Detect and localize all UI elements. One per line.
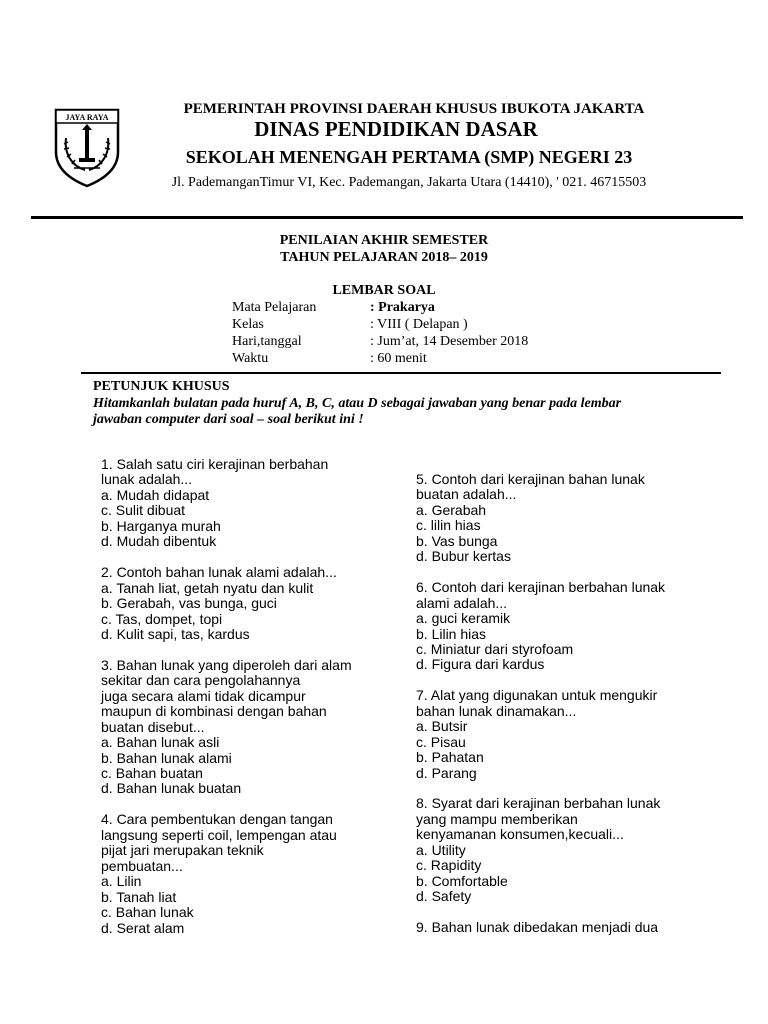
question-line: d. Kulit sapi, tas, kardus	[101, 625, 250, 642]
question-line: b. Lilin hias	[416, 625, 487, 642]
question-line: b. Harganya murah	[101, 517, 221, 534]
exam-title: PENILAIAN AKHIR SEMESTER	[279, 233, 489, 248]
question-line: a. Utility	[416, 841, 466, 858]
exam-year: TAHUN PELAJARAN 2018– 2019	[280, 250, 488, 265]
question-line: yang mampu memberikan	[416, 810, 578, 827]
question-line: buatan adalah...	[416, 486, 517, 503]
question-line: a. guci keramik	[416, 610, 511, 627]
question-line: d. Bahan lunak buatan	[101, 780, 242, 797]
question-line: b. Tanah liat	[101, 888, 177, 905]
question-line: c. Tas, dompet, topi	[101, 610, 223, 627]
question-line: d. Bubur kertas	[416, 548, 511, 565]
question-line: langsung seperti coil, lempengan atau	[101, 826, 337, 843]
question-line: c. Sulit dibuat	[101, 502, 186, 519]
question-line: b. Gerabah, vas bunga, guci	[101, 595, 277, 612]
question-line: kenyamanan konsumen,kecuali...	[416, 826, 624, 843]
question-line: 7. Alat yang digunakan untuk mengukir	[416, 687, 658, 704]
info-label: Mata Pelajaran	[232, 300, 317, 315]
question-line: bahan lunak dinamakan...	[416, 702, 577, 719]
question-line: c. lilin hias	[416, 517, 481, 534]
info-value: : 60 menit	[370, 351, 427, 366]
question-line: d. Serat alam	[101, 919, 185, 936]
question-line: d. Mudah dibentuk	[101, 533, 217, 550]
question-line: lunak adalah...	[101, 471, 193, 488]
question-line: a. Mudah didapat	[101, 486, 210, 503]
question-line: c. Pisau	[416, 733, 466, 750]
sheet-title: LEMBAR SOAL	[332, 283, 436, 298]
info-label: Waktu	[232, 351, 269, 366]
question-line: 3. Bahan lunak yang diperoleh dari alam	[101, 656, 352, 673]
question-line: 2. Contoh bahan lunak alami adalah...	[101, 564, 337, 581]
question-line: 6. Contoh dari kerajinan berbahan lunak	[416, 579, 666, 596]
question-line: c. Bahan buatan	[101, 765, 203, 781]
question-line: 5. Contoh dari kerajinan bahan lunak	[416, 471, 645, 487]
question-line: d. Figura dari kardus	[416, 656, 545, 673]
school-address: Jl. PademanganTimur VI, Kec. Pademangan, Jakarta Utara (14410), ' 021. 46715503	[171, 175, 647, 190]
question-line: d. Safety	[416, 888, 472, 905]
info-value: : VIII ( Delapan )	[370, 317, 468, 332]
logo-text: JAYA RAYA	[65, 113, 109, 122]
question-line: c. Miniatur dari styrofoam	[416, 640, 574, 657]
info-value: : Jum’at, 14 Desember 2018	[370, 334, 529, 349]
info-value: : Prakarya	[370, 300, 435, 315]
question-line: c. Bahan lunak	[101, 904, 194, 921]
info-label: Kelas	[232, 317, 264, 332]
school-heading: SEKOLAH MENENGAH PERTAMA (SMP) NEGERI 23	[185, 147, 633, 167]
question-line: a. Lilin	[101, 873, 142, 890]
question-line: alami adalah...	[416, 594, 508, 611]
question-line: a. Tanah liat, getah nyatu dan kulit	[101, 579, 314, 596]
question-line: b. Bahan lunak alami	[101, 749, 232, 766]
question-line: pembuatan...	[101, 857, 183, 874]
question-line: juga secara alami tidak dicampur	[101, 687, 306, 704]
instructions-line: Hitamkanlah bulatan pada huruf A, B, C, atau D sebagai jawaban yang benar pada lembar	[93, 396, 622, 411]
question-line: b. Vas bunga	[416, 532, 498, 549]
question-line: b. Comfortable	[416, 872, 508, 889]
header-divider	[31, 216, 743, 219]
question-line: a. Butsir	[416, 718, 468, 735]
question-line: buatan disebut...	[101, 718, 205, 735]
instructions-line: jawaban computer dari soal – soal berikut ini !	[93, 412, 364, 427]
question-line: d. Parang	[416, 764, 477, 781]
question-line: 9. Bahan lunak dibedakan menjadi dua	[416, 919, 659, 936]
question-line: 4. Cara pembentukan dengan tangan	[101, 811, 333, 828]
department-heading: DINAS PENDIDIKAN DASAR	[254, 117, 538, 141]
question-line: a. Gerabah	[416, 501, 487, 518]
question-line: c. Rapidity	[416, 857, 482, 874]
question-line: 1. Salah satu ciri kerajinan berbahan	[101, 456, 329, 472]
question-line: 8. Syarat dari kerajinan berbahan lunak	[416, 795, 661, 812]
info-label: Hari,tanggal	[232, 334, 302, 349]
question-line: sekitar dan cara pengolahannya	[101, 672, 301, 689]
question-line: maupun di kombinasi dengan bahan	[101, 703, 327, 720]
question-line: a. Bahan lunak asli	[101, 734, 220, 751]
government-heading: PEMERINTAH PROVINSI DAERAH KHUSUS IBUKOTA JAKARTA	[183, 101, 645, 117]
section-divider	[81, 372, 721, 374]
question-line: pijat jari merupakan teknik	[101, 842, 264, 859]
instructions-title: PETUNJUK KHUSUS	[93, 379, 230, 394]
question-line: b. Pahatan	[416, 749, 484, 766]
